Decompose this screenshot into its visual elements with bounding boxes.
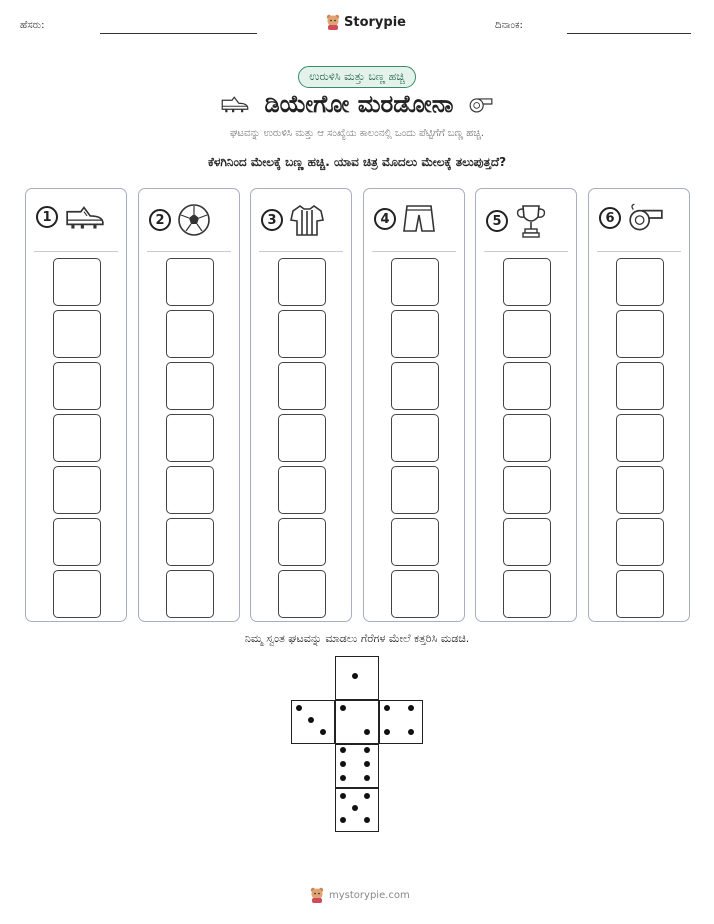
- column-divider: [147, 251, 231, 252]
- dice-instruction: ನಿಮ್ಮ ಸ್ವಂತ ಘಟವನ್ನು ಮಾಡಲು ಗೆರೆಗಳ ಮೇಲೆ ಕತ್ತರಿಸಿ ಮಡಚಿ.: [244, 632, 470, 645]
- column-header: [374, 203, 436, 235]
- color-boxes: [166, 258, 214, 618]
- dice-pip: [364, 729, 370, 735]
- dice-face-4: [379, 700, 423, 744]
- soccer-ball-icon: [177, 203, 211, 237]
- color-box[interactable]: [278, 258, 326, 306]
- color-boxes: [53, 258, 101, 618]
- column-header: [149, 203, 211, 237]
- color-box[interactable]: [391, 258, 439, 306]
- dice-pip: [340, 705, 346, 711]
- whistle-icon: [627, 203, 665, 233]
- color-box[interactable]: [503, 518, 551, 566]
- name-label: ಹೆಸರು:: [20, 20, 45, 31]
- color-box[interactable]: [278, 414, 326, 462]
- dice-pip: [364, 793, 370, 799]
- color-box[interactable]: [166, 518, 214, 566]
- dice-pip: [384, 705, 390, 711]
- column-divider: [484, 251, 568, 252]
- color-box[interactable]: [166, 466, 214, 514]
- date-line: [567, 33, 691, 34]
- color-box[interactable]: [53, 466, 101, 514]
- dice-pip: [340, 761, 346, 767]
- dice-pip: [408, 729, 414, 735]
- dice-pip: [340, 793, 346, 799]
- column-header: [261, 203, 325, 237]
- title-row: [0, 90, 714, 118]
- shorts-icon: [402, 203, 436, 235]
- color-box[interactable]: [616, 466, 664, 514]
- color-box[interactable]: [53, 570, 101, 618]
- color-box[interactable]: [53, 258, 101, 306]
- color-box[interactable]: [503, 310, 551, 358]
- roll-column-5: [475, 188, 577, 622]
- column-number: 3: [261, 209, 283, 231]
- football-boot-icon: [220, 94, 250, 114]
- trophy-icon: [514, 203, 548, 239]
- color-box[interactable]: [616, 414, 664, 462]
- dice-pip: [364, 747, 370, 753]
- color-box[interactable]: [616, 518, 664, 566]
- whistle-icon: [468, 93, 494, 115]
- roll-column-4: [363, 188, 465, 622]
- bear-logo-icon: [310, 887, 324, 903]
- column-header: [486, 203, 548, 239]
- roll-column-6: [588, 188, 690, 622]
- column-number: 1: [36, 206, 58, 228]
- column-number: 4: [374, 208, 396, 230]
- color-boxes: [278, 258, 326, 618]
- color-box[interactable]: [503, 466, 551, 514]
- color-box[interactable]: [166, 362, 214, 410]
- dice-pip: [308, 717, 314, 723]
- color-box[interactable]: [53, 414, 101, 462]
- column-header: [36, 203, 106, 231]
- color-box[interactable]: [166, 310, 214, 358]
- brand-logo: [326, 14, 406, 30]
- dice-pip: [408, 705, 414, 711]
- color-box[interactable]: [278, 570, 326, 618]
- color-box[interactable]: [166, 570, 214, 618]
- bear-logo-icon: [326, 14, 340, 30]
- color-box[interactable]: [166, 414, 214, 462]
- column-divider: [372, 251, 456, 252]
- color-box[interactable]: [53, 310, 101, 358]
- dice-pip: [340, 747, 346, 753]
- color-box[interactable]: [391, 362, 439, 410]
- football-boot-icon: [64, 203, 106, 231]
- color-box[interactable]: [391, 570, 439, 618]
- column-number: 6: [599, 207, 621, 229]
- color-box[interactable]: [503, 570, 551, 618]
- color-box[interactable]: [53, 518, 101, 566]
- dice-pip: [320, 729, 326, 735]
- dice-face-1: [335, 656, 379, 700]
- color-box[interactable]: [53, 362, 101, 410]
- column-divider: [34, 251, 118, 252]
- roll-column-2: [138, 188, 240, 622]
- dice-pip: [352, 673, 358, 679]
- color-box[interactable]: [503, 414, 551, 462]
- footer-url: mystorypie.com: [329, 889, 410, 901]
- color-box[interactable]: [391, 518, 439, 566]
- page-title: ಡಿಯೇಗೋ ಮರಡೋನಾ: [264, 90, 454, 118]
- dice-face-3: [291, 700, 335, 744]
- activity-badge: ಉರುಳಿಸಿ ಮತ್ತು ಬಣ್ಣ ಹಚ್ಚಿ: [298, 66, 415, 88]
- dice-face-6: [335, 744, 379, 788]
- instruction: ಕೆಳಗಿನಿಂದ ಮೇಲಕ್ಕೆ ಬಣ್ಣ ಹಚ್ಚಿ. ಯಾವ ಚಿತ್ರ ಮೊದಲು ಮೇಲಕ್ಕೆ ತಲುಪುತ್ತದೆ?: [207, 155, 507, 169]
- roll-column-1: [25, 188, 127, 622]
- footer: [310, 887, 410, 903]
- dice-pip: [340, 817, 346, 823]
- dice-pip: [352, 805, 358, 811]
- color-box[interactable]: [503, 258, 551, 306]
- color-box[interactable]: [391, 414, 439, 462]
- dice-pip: [364, 775, 370, 781]
- color-box[interactable]: [391, 466, 439, 514]
- column-divider: [259, 251, 343, 252]
- name-line: [100, 33, 257, 34]
- color-box[interactable]: [278, 310, 326, 358]
- color-box[interactable]: [391, 310, 439, 358]
- color-box[interactable]: [503, 362, 551, 410]
- date-label: ದಿನಾಂಕ:: [495, 20, 523, 31]
- brand-name: Storypie: [344, 14, 406, 30]
- subtitle: ಘಟವನ್ನು ಉರುಳಿಸಿ ಮತ್ತು ಆ ಸಂಖ್ಯೆಯ ಕಾಲಂನಲ್ಲಿ ಒಂದು ಪೆಟ್ಟಿಗೆಗೆ ಬಣ್ಣ ಹಚ್ಚಿ.: [229, 128, 485, 139]
- dice-face-5: [335, 788, 379, 832]
- dice-pip: [340, 775, 346, 781]
- color-box[interactable]: [166, 258, 214, 306]
- referee-shirt-icon: [289, 203, 325, 237]
- color-box[interactable]: [278, 362, 326, 410]
- dice-pip: [296, 705, 302, 711]
- color-box[interactable]: [616, 362, 664, 410]
- color-boxes: [616, 258, 664, 618]
- color-box[interactable]: [616, 258, 664, 306]
- color-box[interactable]: [616, 570, 664, 618]
- column-number: 5: [486, 210, 508, 232]
- color-box[interactable]: [278, 518, 326, 566]
- column-number: 2: [149, 209, 171, 231]
- dice-pip: [364, 817, 370, 823]
- column-header: [599, 203, 665, 233]
- color-box[interactable]: [616, 310, 664, 358]
- color-boxes: [391, 258, 439, 618]
- dice-pip: [364, 761, 370, 767]
- color-boxes: [503, 258, 551, 618]
- dice-face-2: [335, 700, 379, 744]
- column-divider: [597, 251, 681, 252]
- color-box[interactable]: [278, 466, 326, 514]
- roll-column-3: [250, 188, 352, 622]
- dice-pip: [384, 729, 390, 735]
